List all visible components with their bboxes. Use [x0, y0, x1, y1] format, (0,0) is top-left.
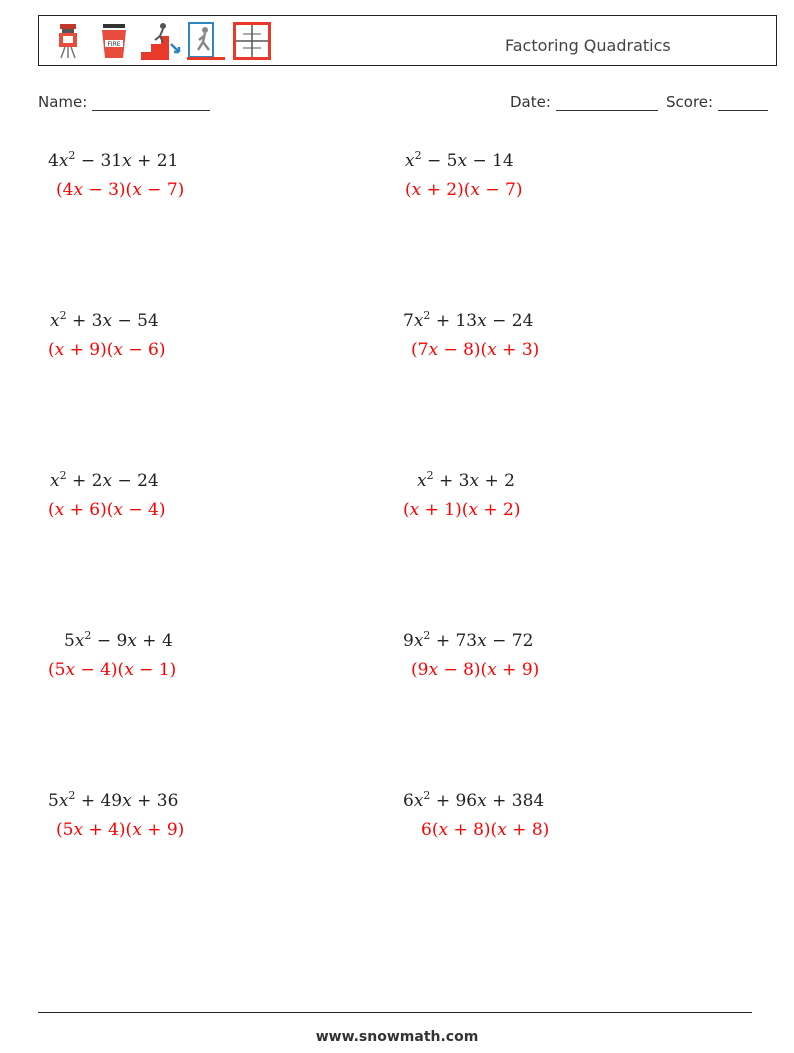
- problem-question: $x^2 + 2x - 24$: [50, 469, 159, 491]
- problem-item: [48, 310, 165, 361]
- stairs-exit-icon: [139, 20, 181, 62]
- problem-question: $x^2 + 3x + 2$: [417, 469, 515, 491]
- problem-answer: (7x − 8)(x + 3): [411, 340, 540, 360]
- score-field: [666, 93, 768, 111]
- problem-item: [403, 790, 549, 841]
- problem-question: $x^2 + 3x - 54$: [50, 309, 159, 331]
- header-icons: [47, 20, 273, 62]
- problem-question: $5x^2 - 9x + 4$: [64, 629, 173, 651]
- footer-divider: [38, 1012, 752, 1013]
- floor-plan-icon: [231, 20, 273, 62]
- problem-item: [48, 790, 184, 841]
- page-title: Factoring Quadratics: [505, 36, 671, 55]
- name-blank: [92, 96, 210, 111]
- score-label: Score:: [666, 93, 714, 111]
- date-blank: [556, 96, 658, 111]
- problem-item: [48, 150, 184, 201]
- problem-item: [403, 310, 539, 361]
- exit-door-icon: [185, 20, 227, 62]
- header-box: [38, 15, 777, 66]
- name-label: Name:: [38, 93, 88, 111]
- problem-answer: (4x − 3)(x − 7): [56, 180, 185, 200]
- problem-answer: (9x − 8)(x + 9): [411, 660, 540, 680]
- problem-question: $7x^2 + 13x - 24$: [403, 309, 534, 331]
- fire-bucket-icon: [93, 20, 135, 62]
- problem-item: [48, 470, 165, 521]
- date-field: [510, 93, 658, 111]
- problem-question: $9x^2 + 73x - 72$: [403, 629, 534, 651]
- problem-answer: (x + 2)(x − 7): [405, 180, 523, 200]
- problem-question: $x^2 - 5x - 14$: [405, 149, 514, 171]
- date-label: Date:: [510, 93, 551, 111]
- problem-item: [48, 630, 176, 681]
- problem-answer: (5x + 4)(x + 9): [56, 820, 185, 840]
- score-blank: [718, 96, 768, 111]
- problem-answer: (x + 6)(x − 4): [48, 500, 166, 520]
- problem-answer: (x + 9)(x − 6): [48, 340, 166, 360]
- problem-question: $6x^2 + 96x + 384$: [403, 789, 545, 811]
- name-field: [38, 93, 210, 111]
- problem-answer: (x + 1)(x + 2): [403, 500, 521, 520]
- problem-question: $5x^2 + 49x + 36$: [48, 789, 179, 811]
- problem-answer: (5x − 4)(x − 1): [48, 660, 177, 680]
- problem-item: [403, 630, 539, 681]
- problem-question: $4x^2 - 31x + 21$: [48, 149, 179, 171]
- problem-item: [403, 470, 520, 521]
- fire-hydrant-icon: [47, 20, 89, 62]
- problem-answer: 6(x + 8)(x + 8): [421, 820, 550, 840]
- svg-text:FIRE: FIRE: [107, 41, 121, 48]
- footer-url: www.snowmath.com: [315, 1029, 479, 1045]
- problem-item: [405, 150, 522, 201]
